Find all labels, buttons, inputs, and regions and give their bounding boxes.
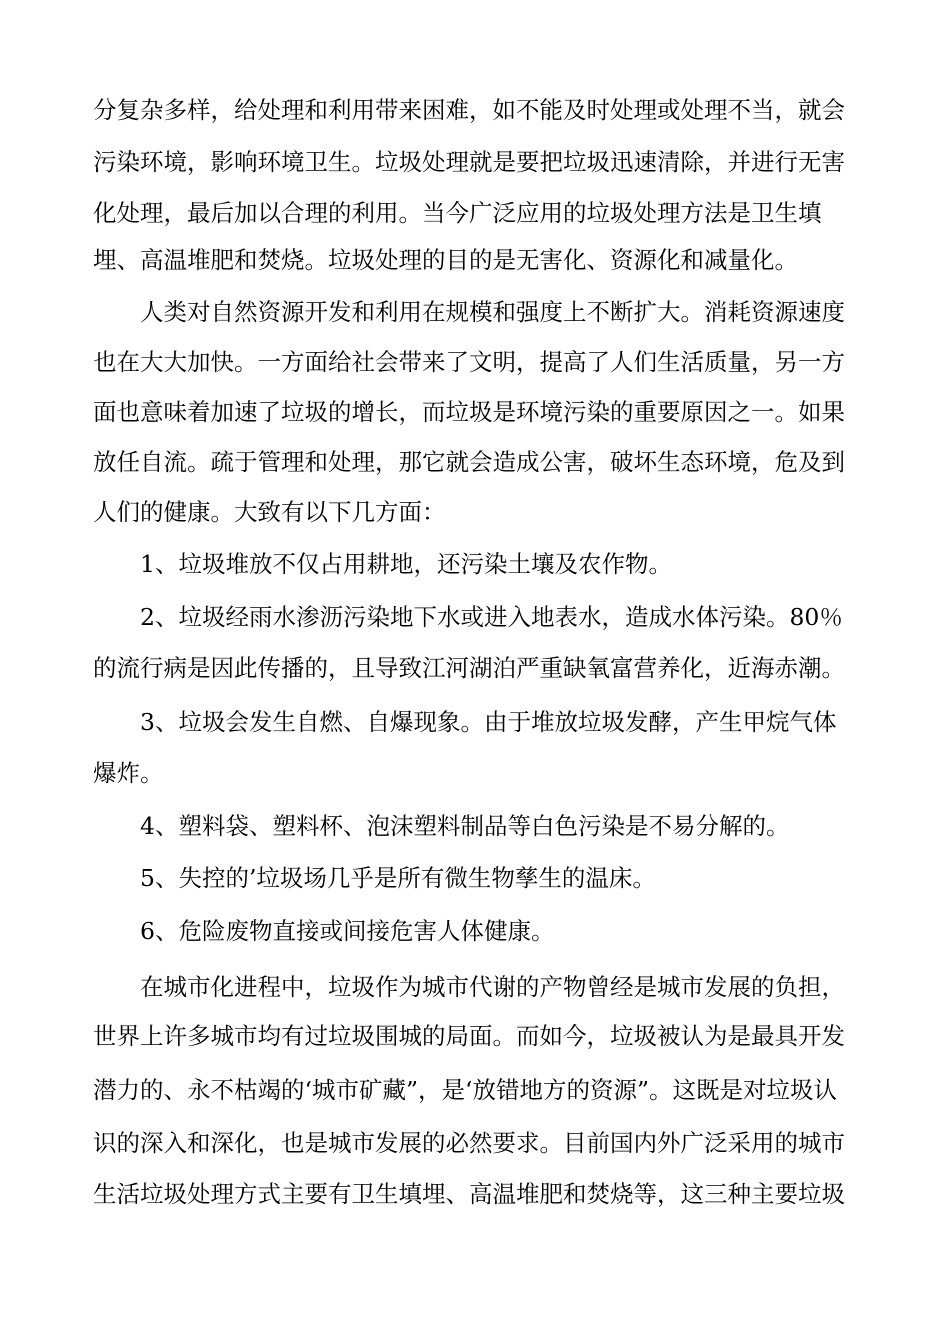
paragraph-first-line: 人类对自然资源开发和利用在规模和强度上不断扩大。消耗资源速度 — [140, 298, 845, 326]
text-line: 人们的健康。大致有以下几方面： — [93, 498, 446, 526]
list-item: 5、失控的’垃圾场几乎是所有微生物孳生的温床。 — [140, 864, 656, 892]
text-line: 识的深入和深化，也是城市发展的必然要求。目前国内外广泛采用的城市 — [93, 1129, 845, 1157]
list-item: 6、危险废物直接或间接危害人体健康。 — [140, 917, 555, 945]
paragraph-first-line: 在城市化进程中，垃圾作为城市代谢的产物曾经是城市发展的负担， — [140, 973, 845, 1001]
text-line: 世界上许多城市均有过垃圾围城的局面。而如今，垃圾被认为是最具开发 — [93, 1022, 845, 1050]
text-line: 污染环境，影响环境卫生。垃圾处理就是要把垃圾迅速清除，并进行无害 — [93, 148, 845, 176]
text-line: 爆炸。 — [93, 759, 164, 787]
text-line: 的流行病是因此传播的，且导致江河湖泊严重缺氧富营养化，近海赤潮。 — [93, 654, 845, 682]
text-line: 生活垃圾处理方式主要有卫生填埋、高温堆肥和焚烧等，这三种主要垃圾 — [93, 1180, 845, 1208]
text-line: 埋、高温堆肥和焚烧。垃圾处理的目的是无害化、资源化和减量化。 — [93, 246, 798, 274]
text-line: 放任自流。疏于管理和处理，那它就会造成公害，破坏生态环境，危及到 — [93, 448, 845, 476]
list-item: 4、塑料袋、塑料杯、泡沫塑料制品等白色污染是不易分解的。 — [140, 812, 790, 840]
text-line: 化处理，最后加以合理的利用。当今广泛应用的垃圾处理方法是卫生填 — [93, 199, 822, 227]
text-line: 面也意味着加速了垃圾的增长，而垃圾是环境污染的重要原因之一。如果 — [93, 398, 845, 426]
list-item: 3、垃圾会发生自燃、自爆现象。由于堆放垃圾发酵，产生甲烷气体 — [140, 708, 837, 736]
text-line: 潜力的、永不枯竭的‘城市矿藏”，是‘放错地方的资源”。这既是对垃圾认 — [93, 1076, 837, 1104]
text-line: 也在大大加快。一方面给社会带来了文明，提高了人们生活质量，另一方 — [93, 348, 845, 376]
text-line: 分复杂多样，给处理和利用带来困难，如不能及时处理或处理不当，就会 — [93, 96, 845, 124]
list-item: 2、垃圾经雨水渗沥污染地下水或进入地表水，造成水体污染。80％ — [140, 603, 843, 631]
list-item: 1、垃圾堆放不仅占用耕地，还污染土壤及农作物。 — [140, 550, 672, 578]
